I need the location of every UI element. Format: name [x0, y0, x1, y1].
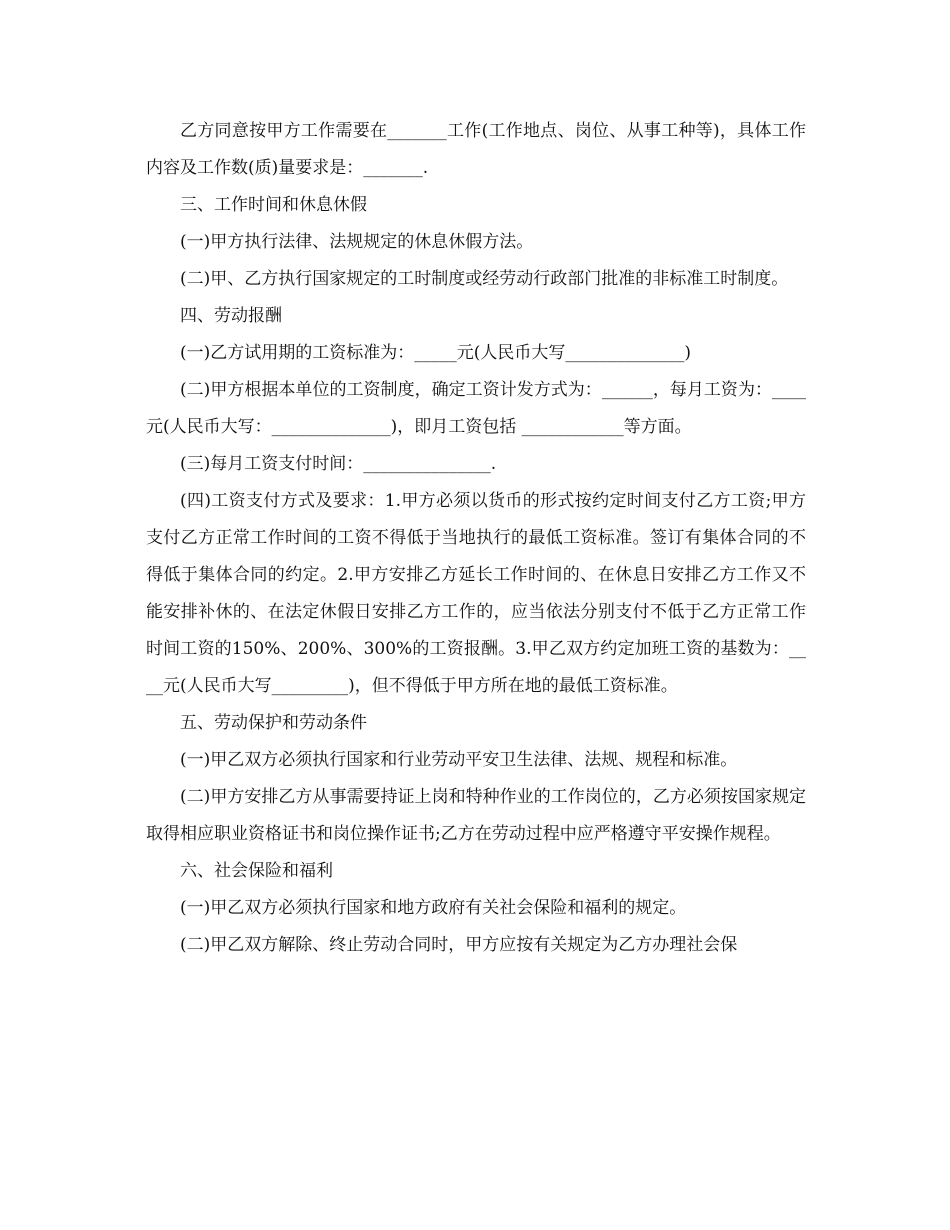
- clause-monthly-wage: (二)甲方根据本单位的工资制度，确定工资计发方式为：______，每月工资为：____元(人民币大写：______________)，即月工资包括 ____________等方面。: [146, 380, 806, 437]
- paragraph-work-location: 乙方同意按甲方工作需要在_______工作(工作地点、岗位、从事工种等)，具体工作内容及工作数(质)量要求是：_______.: [146, 121, 806, 178]
- clause-termination-insurance: (二)甲乙双方解除、终止劳动合同时，甲方应按有关规定为乙方办理社会保: [180, 935, 738, 955]
- section-heading-work-time: 三、工作时间和休息休假: [180, 195, 367, 215]
- clause-working-hours: (二)甲、乙方执行国家规定的工时制度或经劳动行政部门批准的非标准工时制度。: [180, 269, 789, 289]
- clause-certificates: (二)甲方安排乙方从事需要持证上岗和特种作业的工作岗位的，乙方必须按国家规定取得相应职业资格证书和岗位操作证书;乙方在劳动过程中应严格遵守平安操作规程。: [146, 787, 806, 844]
- clause-probation-wage: (一)乙方试用期的工资标准为：_____元(人民币大写______________): [180, 343, 692, 363]
- clause-payment-method: (四)工资支付方式及要求：1.甲方必须以货币的形式按约定时间支付乙方工资;甲方支付乙方正常工作时间的工资不得低于当地执行的最低工资标准。签订有集体合同的不得低于集体合同的约定。2.甲方安排乙方延长工作时间的、在休息日安排乙方工作又不能安排补休的、在法定休假日安排乙方工作的，应当依法分别支付不低于乙方正常工作时间工资的150%、200%、300%的工资报酬。3.甲乙双方约定加班工资的基数为：____元(人民币大写_________)，但不得低于甲方所在地的最低工资标准。: [146, 491, 806, 696]
- clause-rest-leave: (一)甲方执行法律、法规规定的休息休假方法。: [180, 232, 534, 252]
- clause-payment-time: (三)每月工资支付时间：_______________.: [180, 454, 497, 474]
- clause-safety-laws: (一)甲乙双方必须执行国家和行业劳动平安卫生法律、法规、规程和标准。: [180, 750, 738, 770]
- clause-insurance-rules: (一)甲乙双方必须执行国家和地方政府有关社会保险和福利的规定。: [180, 898, 687, 918]
- section-heading-social-insurance: 六、社会保险和福利: [180, 861, 333, 881]
- section-heading-labor-protection: 五、劳动保护和劳动条件: [180, 713, 367, 733]
- section-heading-remuneration: 四、劳动报酬: [180, 306, 282, 326]
- document-body: [146, 113, 806, 964]
